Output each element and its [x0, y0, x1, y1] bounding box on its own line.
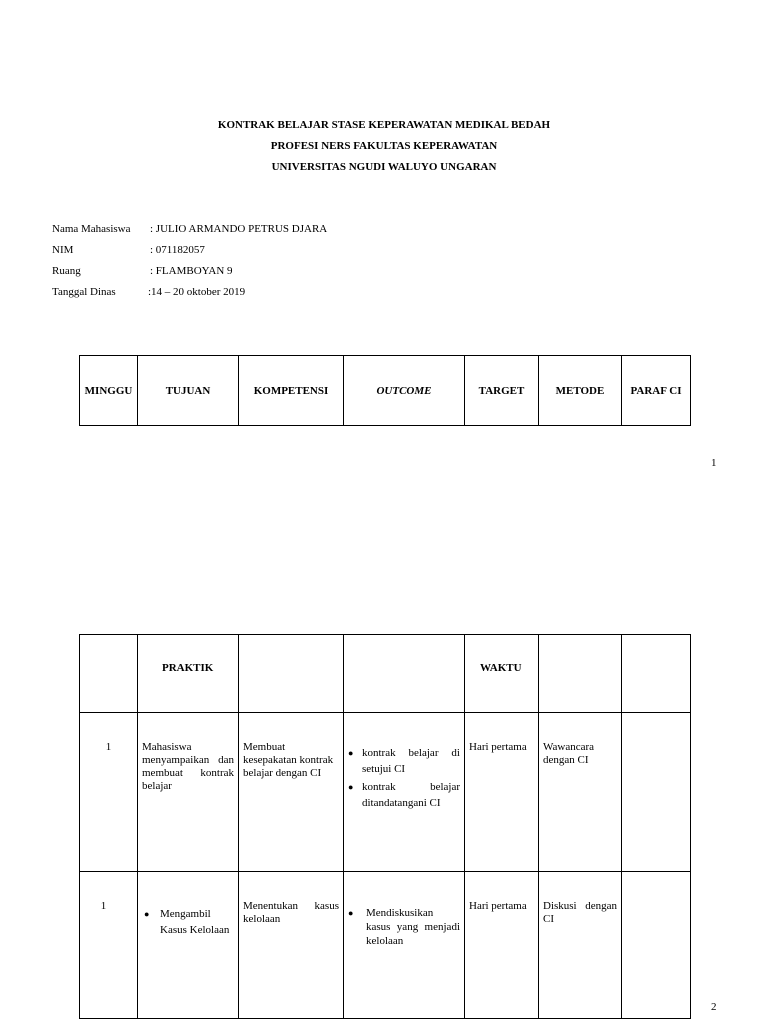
tujuan-cell — [138, 872, 239, 1019]
kompetensi-cell: Menentukan kasus kelolaan — [239, 872, 344, 1019]
kompetensi-cell: Membuat kesepakatan kontrak belajar dengan CI — [239, 713, 344, 872]
minggu-cell: 1 — [80, 713, 138, 872]
outcome-cell — [344, 713, 465, 872]
col-kompetensi: KOMPETENSI — [239, 356, 344, 426]
minggu-cell: 1 — [80, 872, 138, 1019]
target-cell: Hari pertama — [465, 872, 539, 1019]
col-paraf: PARAF CI — [622, 356, 691, 426]
col-outcome: OUTCOME — [344, 356, 465, 426]
metode-cell: Diskusi dengan CI — [539, 872, 622, 1019]
col-target: TARGET — [465, 356, 539, 426]
contract-table — [79, 634, 691, 1019]
list-item: ● kontrak belajar di setujui CI — [348, 745, 460, 777]
info-tanggal — [52, 286, 245, 298]
tanggal-label: Tanggal Dinas — [52, 286, 116, 298]
praktik-header: PRAKTIK — [138, 635, 239, 713]
page-number: 2 — [711, 1001, 717, 1013]
sub-header-row — [80, 635, 691, 713]
target-cell: Hari pertama — [465, 713, 539, 872]
paraf-cell — [622, 713, 691, 872]
col-metode: METODE — [539, 356, 622, 426]
col-tujuan: TUJUAN — [138, 356, 239, 426]
doc-title-line2: PROFESI NERS FAKULTAS KEPERAWATAN — [270, 140, 498, 152]
list-item: ● kontrak belajar ditandatangani CI — [348, 779, 460, 811]
info-ruang — [52, 265, 233, 277]
tanggal-value: :14 – 20 oktober 2019 — [148, 286, 246, 298]
nim-value: : 071182057 — [150, 244, 205, 256]
list-item: ● Mengambil Kasus Kelolaan — [144, 906, 234, 938]
ruang-label: Ruang — [52, 265, 81, 277]
tujuan-cell: Mahasiswa menyampaikan dan membuat kontrak belajar — [138, 713, 239, 872]
doc-title-line3: UNIVERSITAS NGUDI WALUYO UNGARAN — [271, 161, 497, 173]
col-minggu: MINGGU — [80, 356, 138, 426]
paraf-cell — [622, 872, 691, 1019]
info-nim — [52, 244, 205, 256]
metode-cell: Wawancara dengan CI — [539, 713, 622, 872]
info-nama — [52, 223, 327, 235]
nama-label: Nama Mahasiswa — [52, 223, 131, 235]
nim-label: NIM — [52, 244, 74, 256]
nama-value: : JULIO ARMANDO PETRUS DJARA — [150, 223, 328, 235]
column-header-table — [79, 355, 691, 426]
outcome-cell — [344, 872, 465, 1019]
list-item: ● Mendiskusikan kasus yang menjadi kelolaan — [348, 906, 460, 948]
waktu-header: WAKTU — [465, 635, 539, 713]
table-row — [80, 872, 691, 1019]
table-row — [80, 713, 691, 872]
page-number: 1 — [711, 457, 717, 469]
doc-title-line1: KONTRAK BELAJAR STASE KEPERAWATAN MEDIKAL BEDAH — [217, 119, 551, 131]
ruang-value: : FLAMBOYAN 9 — [150, 265, 233, 277]
